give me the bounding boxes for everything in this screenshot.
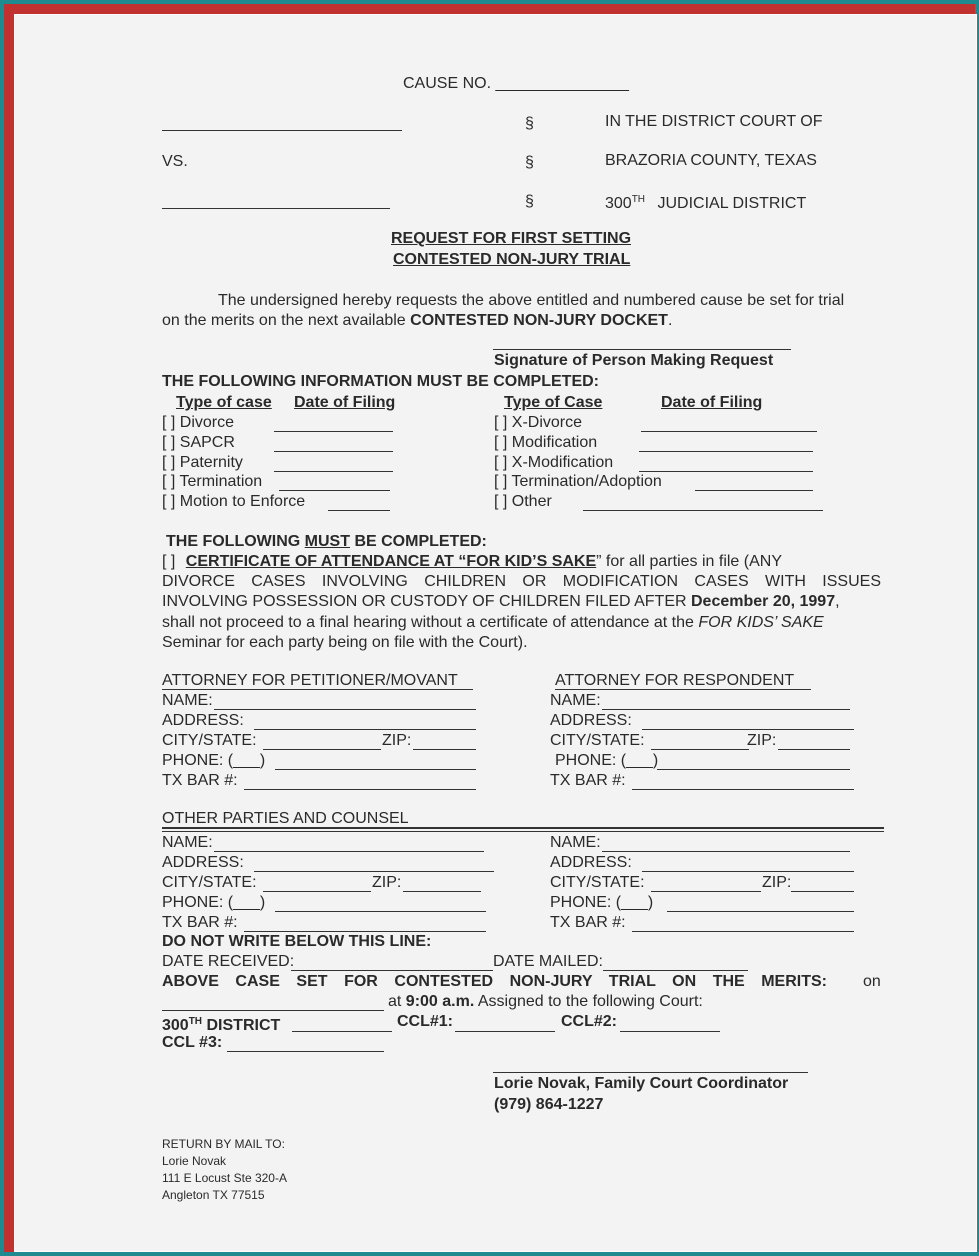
- filing-date-line: [639, 451, 813, 452]
- respondent-bar-line: [632, 789, 854, 790]
- case-type-paternity: [ ] Paternity: [162, 454, 243, 471]
- certificate-line-5: Seminar for each party being on file with the Court).: [162, 634, 528, 651]
- cause-number: CAUSE NO. _______________: [403, 75, 629, 92]
- party-two-city-line: [651, 891, 761, 892]
- party-two-address-label: ADDRESS:: [550, 854, 632, 871]
- petitioner-address-label: ADDRESS:: [162, 712, 244, 729]
- party-one-bar-label: TX BAR #:: [162, 914, 238, 931]
- party-two-bar-line: [632, 931, 854, 932]
- district-line: [292, 1031, 392, 1032]
- certificate-line-1: [ ] CERTIFICATE OF ATTENDANCE AT “FOR KID’S SAKE” for all parties in file (ANY: [162, 553, 782, 570]
- case-type-termination: [ ] Termination: [162, 473, 263, 490]
- certificate-title: CERTIFICATE OF ATTENDANCE AT “FOR KID’S SAKE: [185, 553, 597, 570]
- court-line-1: IN THE DISTRICT COURT OF: [605, 113, 823, 130]
- intro-line-1: The undersigned hereby requests the above entitled and numbered cause be set for trial: [218, 292, 845, 309]
- date-received-line: [291, 970, 493, 971]
- case-type-divorce: [ ] Divorce: [162, 414, 235, 431]
- filing-date-line: [328, 510, 390, 511]
- party-two-name-label: NAME:: [550, 834, 601, 851]
- filing-date-line: [639, 471, 813, 472]
- right-type-header: Type of Case: [504, 394, 603, 411]
- party-two-zip-line: [791, 891, 854, 892]
- date-mailed-label: DATE MAILED:: [493, 953, 603, 970]
- heading-underline: [555, 689, 811, 690]
- party-two-city-label: CITY/STATE:: [550, 874, 645, 891]
- party-one-bar-line: [244, 931, 486, 932]
- court-line-3: 300TH JUDICIAL DISTRICT: [605, 194, 807, 212]
- ccl1-line: [455, 1031, 555, 1032]
- petitioner-city-line: [263, 749, 381, 750]
- section-divider: [162, 827, 884, 829]
- party-one-zip-label: ZIP:: [372, 874, 402, 891]
- respondent-attorney-heading: ATTORNEY FOR RESPONDENT: [555, 672, 795, 689]
- right-date-header: Date of Filing: [661, 394, 763, 411]
- party-two-zip-label: ZIP:: [762, 874, 792, 891]
- section-symbol: §: [525, 115, 534, 132]
- coordinator-name: Lorie Novak, Family Court Coordinator: [494, 1075, 789, 1092]
- party-one-phone-line: [275, 911, 486, 912]
- case-type-motion-enforce: [ ] Motion to Enforce: [162, 493, 306, 510]
- image-frame: [4, 4, 975, 1252]
- party-two-address-line: [642, 871, 854, 872]
- section-divider: [162, 831, 884, 832]
- ccl2-label: CCL#2:: [561, 1013, 618, 1030]
- respondent-city-label: CITY/STATE:: [550, 732, 645, 749]
- info-heading: THE FOLLOWING INFORMATION MUST BE COMPLETED:: [162, 373, 599, 390]
- respondent-city-line: [651, 749, 749, 750]
- trial-date-line: [162, 1010, 384, 1011]
- case-type-sapcr: [ ] SAPCR: [162, 434, 235, 451]
- respondent-phone-label: PHONE: (___): [555, 752, 659, 769]
- case-set-on: on: [863, 973, 881, 990]
- trial-time-line: at 9:00 a.m. Assigned to the following Court:: [388, 993, 703, 1010]
- ccl1-label: CCL#1:: [397, 1013, 454, 1030]
- return-mail-label: RETURN BY MAIL TO:: [162, 1137, 285, 1151]
- party-one-name-label: NAME:: [162, 834, 213, 851]
- signature-label: Signature of Person Making Request: [494, 352, 774, 369]
- case-type-termination-adoption: [ ] Termination/Adoption: [494, 473, 662, 490]
- ccl3-label: CCL #3:: [162, 1034, 223, 1051]
- form-title-line-2: CONTESTED NON-JURY TRIAL: [393, 251, 631, 268]
- party-one-zip-line: [403, 891, 481, 892]
- respondent-address-label: ADDRESS:: [550, 712, 632, 729]
- heading-underline: [162, 689, 473, 690]
- return-mail-name: Lorie Novak: [162, 1154, 227, 1168]
- left-date-header: Date of Filing: [294, 394, 396, 411]
- other-parties-heading: OTHER PARTIES AND COUNSEL: [162, 810, 409, 827]
- form-title-line-1: REQUEST FOR FIRST SETTING: [391, 230, 632, 247]
- ccl2-line: [620, 1031, 720, 1032]
- party-two-phone-line: [667, 911, 854, 912]
- return-mail-city: Angleton TX 77515: [162, 1188, 265, 1202]
- party-one-name-line: [214, 851, 484, 852]
- certificate-line-3: INVOLVING POSSESSION OR CUSTODY OF CHILDREN FILED AFTER December 20, 1997,: [162, 593, 840, 610]
- other-line: [583, 510, 823, 511]
- filing-date-line: [641, 431, 817, 432]
- respondent-bar-label: TX BAR #:: [550, 772, 626, 789]
- coordinator-signature-line: [493, 1072, 808, 1073]
- respondent-name-label: NAME:: [550, 692, 601, 709]
- ccl3-line: [227, 1051, 384, 1052]
- do-not-write-heading: DO NOT WRITE BELOW THIS LINE:: [162, 933, 432, 950]
- certificate-line-2: DIVORCE CASES INVOLVING CHILDREN OR MODIFICATION CASES WITH ISSUES: [162, 573, 881, 590]
- petitioner-zip-line: [413, 749, 476, 750]
- case-type-x-divorce: [ ] X-Divorce: [494, 414, 583, 431]
- party-two-name-line: [602, 851, 850, 852]
- case-set-statement: ABOVE CASE SET FOR CONTESTED NON-JURY TRIAL ON THE MERITS:: [162, 973, 827, 990]
- petitioner-name-label: NAME:: [162, 692, 213, 709]
- filing-date-line: [274, 451, 393, 452]
- respondent-zip-line: [778, 749, 850, 750]
- intro-line-2: on the merits on the next available CONTESTED NON-JURY DOCKET.: [162, 312, 673, 329]
- certificate-checkbox: [ ]: [162, 553, 176, 570]
- petitioner-bar-label: TX BAR #:: [162, 772, 238, 789]
- party-two-bar-label: TX BAR #:: [550, 914, 626, 931]
- petitioner-zip-label: ZIP:: [382, 732, 412, 749]
- return-mail-street: 111 E Locust Ste 320-A: [162, 1171, 287, 1185]
- respondent-phone-line: [657, 769, 850, 770]
- petitioner-phone-line: [275, 769, 476, 770]
- filing-date-line: [279, 490, 390, 491]
- party-one-address-label: ADDRESS:: [162, 854, 244, 871]
- certificate-line-4: shall not proceed to a final hearing without a certificate of attendance at the FOR KIDS’ SAKE: [162, 614, 824, 631]
- case-type-x-modification: [ ] X-Modification: [494, 454, 614, 471]
- petitioner-address-line: [254, 729, 476, 730]
- document-page: [14, 14, 977, 1252]
- petitioner-phone-label: PHONE: (___): [162, 752, 266, 769]
- date-received-label: DATE RECEIVED:: [162, 953, 295, 970]
- left-type-header: Type of case: [176, 394, 272, 411]
- versus-label: VS.: [162, 153, 188, 170]
- party-one-phone-label: PHONE: (___): [162, 894, 266, 911]
- court-line-2: BRAZORIA COUNTY, TEXAS: [605, 152, 817, 169]
- respondent-name-line: [602, 709, 850, 710]
- petitioner-name-line: [214, 709, 476, 710]
- respondent-address-line: [642, 729, 854, 730]
- filing-date-line: [274, 431, 393, 432]
- section-symbol: §: [525, 193, 534, 210]
- must-heading: THE FOLLOWING MUST BE COMPLETED:: [166, 533, 487, 550]
- case-type-other: [ ] Other: [494, 493, 552, 510]
- section-symbol: §: [525, 154, 534, 171]
- petitioner-attorney-heading: ATTORNEY FOR PETITIONER/MOVANT: [162, 672, 458, 689]
- petitioner-bar-line: [244, 789, 476, 790]
- party-one-line: [162, 130, 402, 131]
- party-one-address-line: [254, 871, 494, 872]
- party-two-line: [162, 208, 390, 209]
- party-two-phone-label: PHONE: (___): [550, 894, 654, 911]
- date-mailed-line: [603, 970, 748, 971]
- case-type-modification: [ ] Modification: [494, 434, 598, 451]
- party-one-city-line: [263, 891, 371, 892]
- coordinator-phone: (979) 864-1227: [494, 1096, 604, 1113]
- party-one-city-label: CITY/STATE:: [162, 874, 257, 891]
- district-court-option: 300TH DISTRICT: [162, 1016, 281, 1034]
- petitioner-city-label: CITY/STATE:: [162, 732, 257, 749]
- respondent-zip-label: ZIP:: [747, 732, 777, 749]
- signature-line: [493, 349, 791, 350]
- filing-date-line: [695, 490, 813, 491]
- filing-date-line: [274, 471, 393, 472]
